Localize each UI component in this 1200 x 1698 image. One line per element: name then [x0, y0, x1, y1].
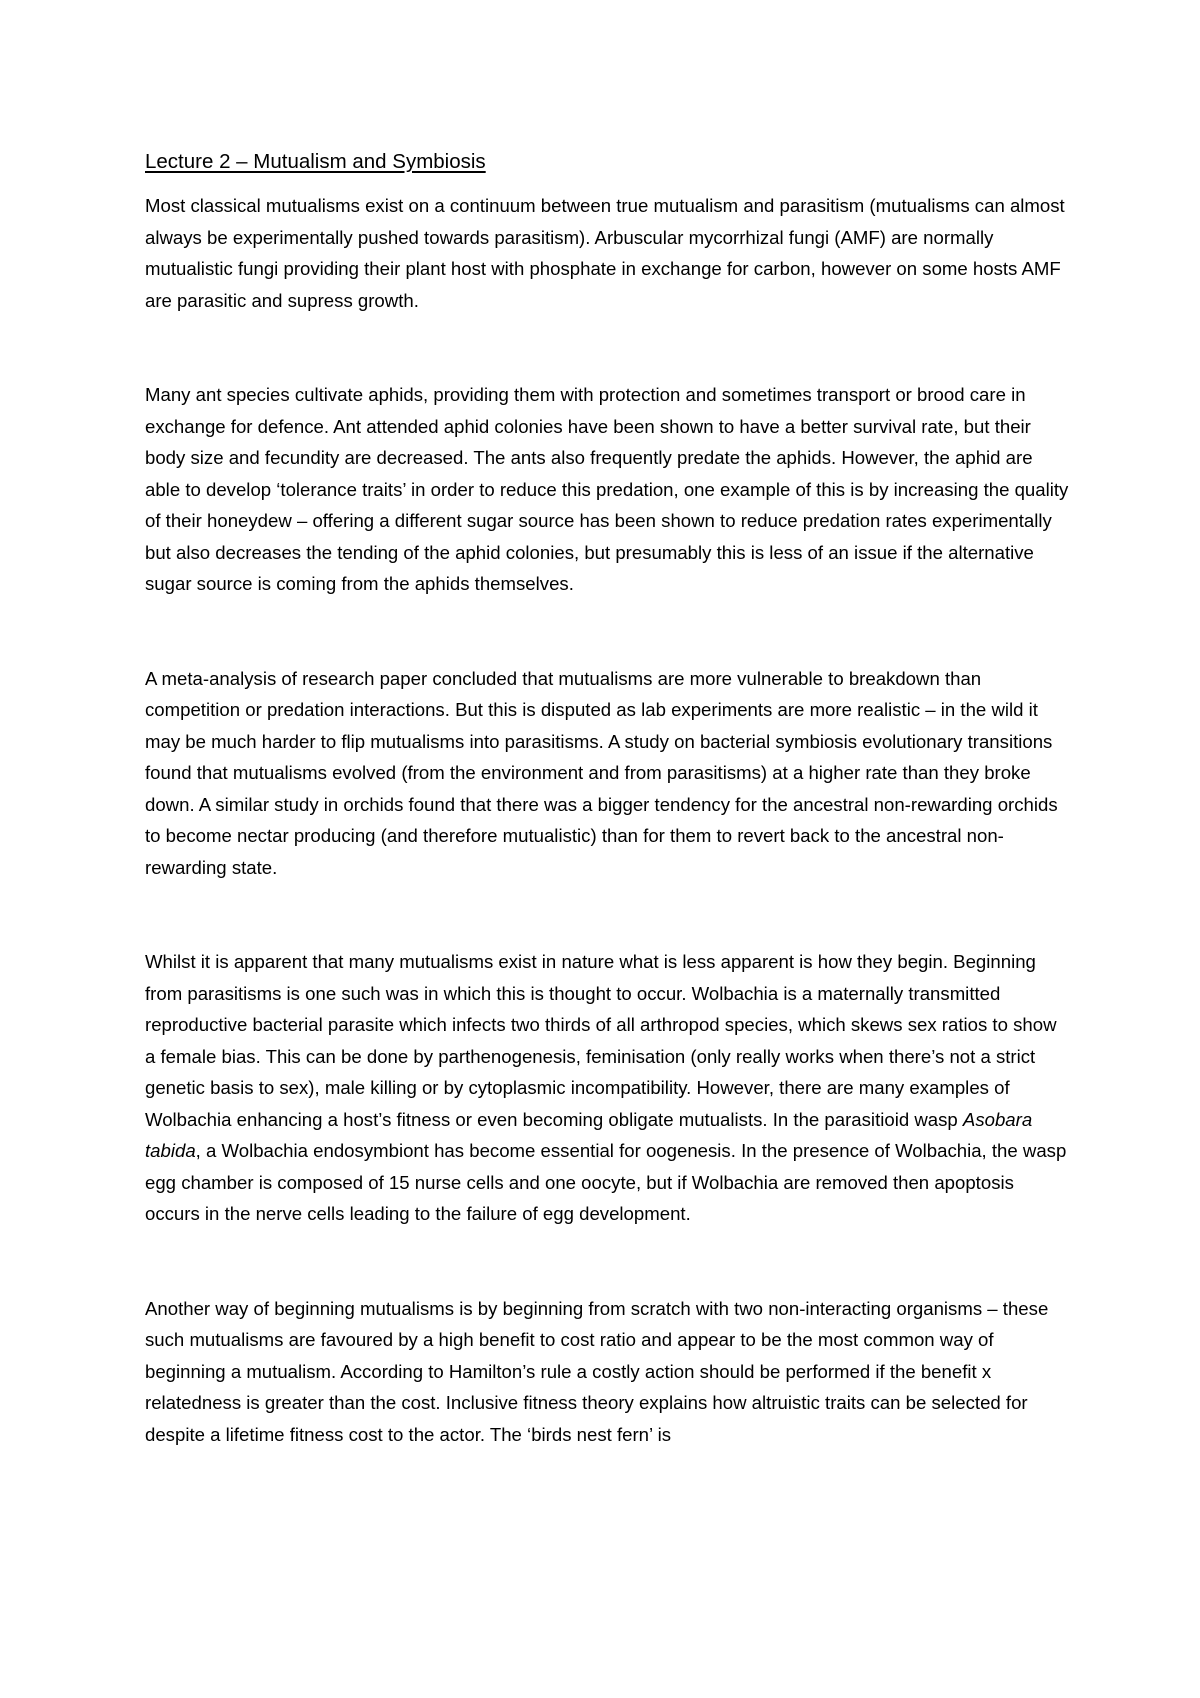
paragraph-spacer	[145, 600, 1070, 663]
paragraph-wolbachia	[145, 946, 1070, 1230]
paragraph-mutualism-continuum: Most classical mutualisms exist on a continuum between true mutualism and parasitism (mutualisms can almost always be experimentally pushed towards parasitism). Arbuscular mycorrhizal fungi (AMF) are normally mutualistic fungi providing their plant host with phosphate in exchange for carbon, however on some hosts AMF are parasitic and supress growth.	[145, 195, 1065, 311]
paragraph-wolbachia-text-before: Whilst it is apparent that many mutualisms exist in nature what is less apparent is how they begin. Beginning from parasitisms is one such was in which this is thought to occur. Wolbachia is a maternally transmitted reproductive bacterial parasite which infects two thirds of all arthropod species, which skews sex ratios to show a female bias. This can be done by parthenogenesis, feminisation (only really works when there’s not a strict genetic basis to sex), male killing or by cytoplasmic incompatibility. However, there are many examples of Wolbachia enhancing a host’s fitness or even becoming obligate mutualists. In the parasitioid wasp	[145, 951, 1057, 1130]
paragraph-wolbachia-text-after: , a Wolbachia endosymbiont has become essential for oogenesis. In the presence of Wolbachia, the wasp egg chamber is composed of 15 nurse cells and one oocyte, but if Wolbachia are removed then apoptosis occurs in the nerve cells leading to the failure of egg development.	[145, 1140, 1067, 1224]
species-name-italic: Asobara tabida	[145, 1108, 1033, 1161]
paragraph-meta-analysis: A meta-analysis of research paper concluded that mutualisms are more vulnerable to breakdown than competition or predation interactions. But this is disputed as lab experiments are more realistic – in the wild it may be much harder to flip mutualisms into parasitisms. A study on bacterial symbiosis evolutionary transitions found that mutualisms evolved (from the environment and from parasitisms) at a higher rate than they broke down. A similar study in orchids found that there was a bigger tendency for the ancestral non-rewarding orchids to become nectar producing (and therefore mutualistic) than for them to revert back to the ancestral non-rewarding state.	[145, 667, 1058, 878]
paragraph-spacer	[145, 883, 1070, 946]
paragraph-spacer	[145, 1230, 1070, 1293]
page-title: Lecture 2 – Mutualism and Symbiosis	[145, 150, 486, 173]
paragraph-spacer	[145, 316, 1070, 379]
paragraph-ant-aphid: Many ant species cultivate aphids, providing them with protection and sometimes transport or brood care in exchange for defence. Ant attended aphid colonies have been shown to have a better survival rate, but their body size and fecundity are decreased. The ants also frequently predate the aphids. However, the aphid are able to develop ‘tolerance traits’ in order to reduce this predation, one example of this is by increasing the quality of their honeydew – offering a different sugar source has been shown to reduce predation rates experimentally but also decreases the tending of the aphid colonies, but presumably this is less of an issue if the alternative sugar source is coming from the aphids themselves.	[145, 384, 1069, 594]
document-body	[145, 146, 1070, 1450]
paragraph-beginning-from-scratch: Another way of beginning mutualisms is by beginning from scratch with two non-interacting organisms – these such mutualisms are favoured by a high benefit to cost ratio and appear to be the most common way of beginning a mutualism. According to Hamilton’s rule a costly action should be performed if the benefit x relatedness is greater than the cost. Inclusive fitness theory explains how altruistic traits can be selected for despite a lifetime fitness cost to the actor. The ‘birds nest fern’ is	[145, 1297, 1049, 1445]
